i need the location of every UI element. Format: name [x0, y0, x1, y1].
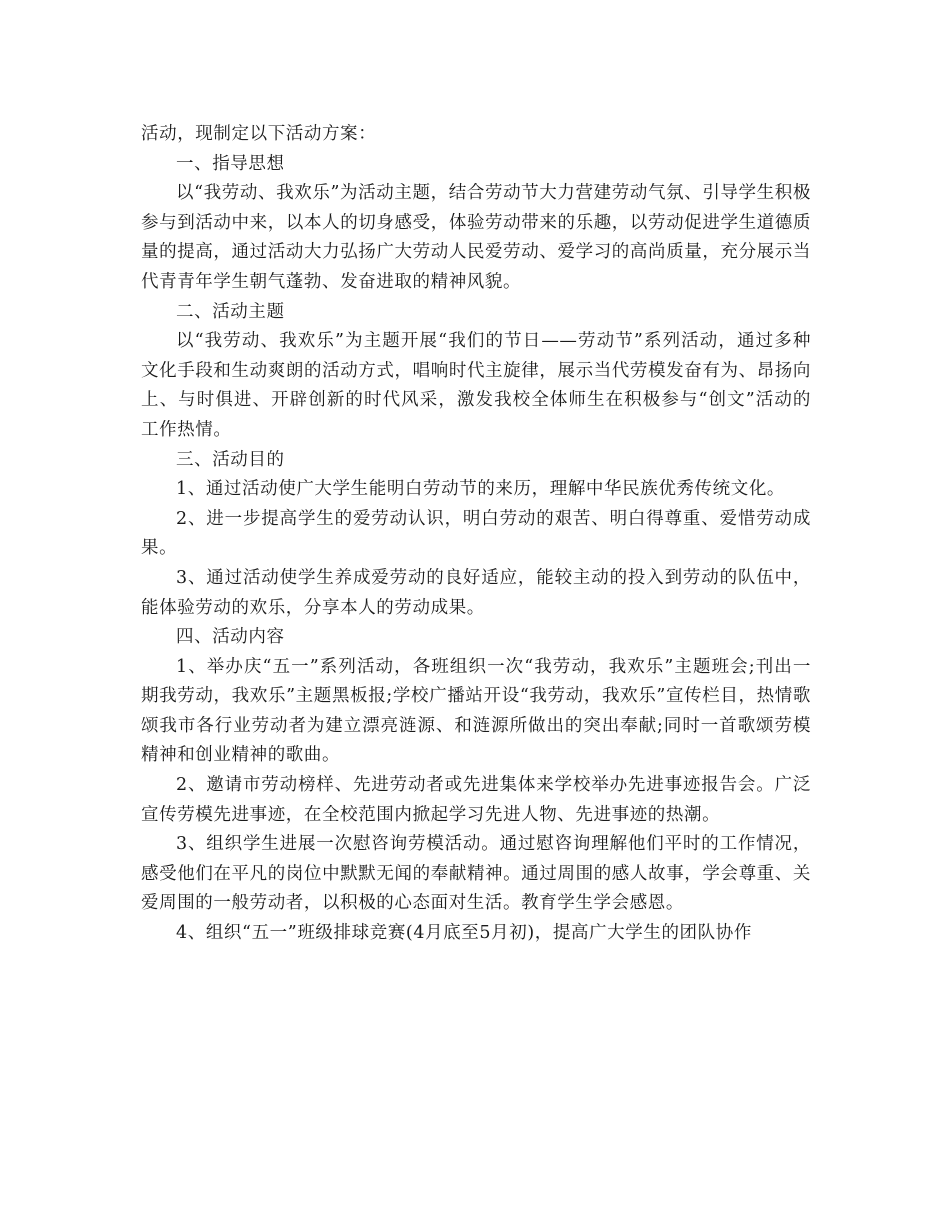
- paragraph-content-3: 3、组织学生进展一次慰咨询劳模活动。通过慰咨询理解他们平时的工作情况，感受他们在平凡的岗位中默默无闻的奉献精神。通过周围的感人故事，学会尊重、关爱周围的一般劳动者，以积极的心态面对生活。教育学生学会感恩。: [141, 834, 811, 914]
- paragraph-purpose-1: 1、通过活动使广大学生能明白劳动节的来历，理解中华民族优秀传统文化。: [176, 479, 786, 500]
- paragraph-activity-theme: 以“我劳动、我欢乐”为主题开展“我们的节日——劳动节”系列活动，通过多种文化手段和生动爽朗的活动方式，唱响时代主旋律，展示当代劳模发奋有为、昂扬向上、与时俱进、开辟创新的时代风采，激发我校全体师生在积极参与“创文”活动的工作热情。: [141, 331, 811, 440]
- paragraph-content-4: 4、组织“五一”班级排球竞赛(4月底至5月初)，提高广大学生的团队协作: [176, 923, 752, 944]
- heading-activity-content: 四、活动内容: [176, 627, 285, 648]
- paragraph-guiding-thought: 以“我劳动、我欢乐”为活动主题，结合劳动节大力营建劳动气氛、引导学生积极参与到活动中来，以本人的切身感受，体验劳动带来的乐趣，以劳动促进学生道德质量的提高，通过活动大力弘扬广大劳动人民爱劳动、爱学习的高尚质量，充分展示当代青青年学生朝气蓬勃、发奋进取的精神风貌。: [141, 183, 811, 292]
- paragraph-intro-continuation: 活动，现制定以下活动方案：: [141, 124, 377, 144]
- heading-guiding-thought: 一、指导思想: [176, 153, 285, 174]
- heading-activity-theme: 二、活动主题: [176, 301, 285, 322]
- document-body: [141, 120, 811, 949]
- paragraph-content-1: 1、举办庆“五一”系列活动，各班组织一次“我劳动，我欢乐”主题班会;刊出一期我劳动，我欢乐”主题黑板报;学校广播站开设“我劳动，我欢乐”宣传栏目，热情歌颂我市各行业劳动者为建立漂亮涟源、和涟源所做出的突出奉献;同时一首歌颂劳模精神和创业精神的歌曲。: [141, 656, 811, 766]
- paragraph-purpose-3: 3、通过活动使学生养成爱劳动的良好适应，能较主动的投入到劳动的队伍中，能体验劳动的欢乐，分享本人的劳动成果。: [141, 567, 811, 618]
- heading-activity-purpose: 三、活动目的: [176, 449, 285, 470]
- paragraph-content-2: 2、邀请市劳动榜样、先进劳动者或先进集体来学校举办先进事迹报告会。广泛宣传劳模先进事迹，在全校范围内掀起学习先进人物、先进事迹的热潮。: [141, 775, 811, 825]
- paragraph-purpose-2: 2、进一步提高学生的爱劳动认识，明白劳动的艰苦、明白得尊重、爱惜劳动成果。: [141, 508, 811, 559]
